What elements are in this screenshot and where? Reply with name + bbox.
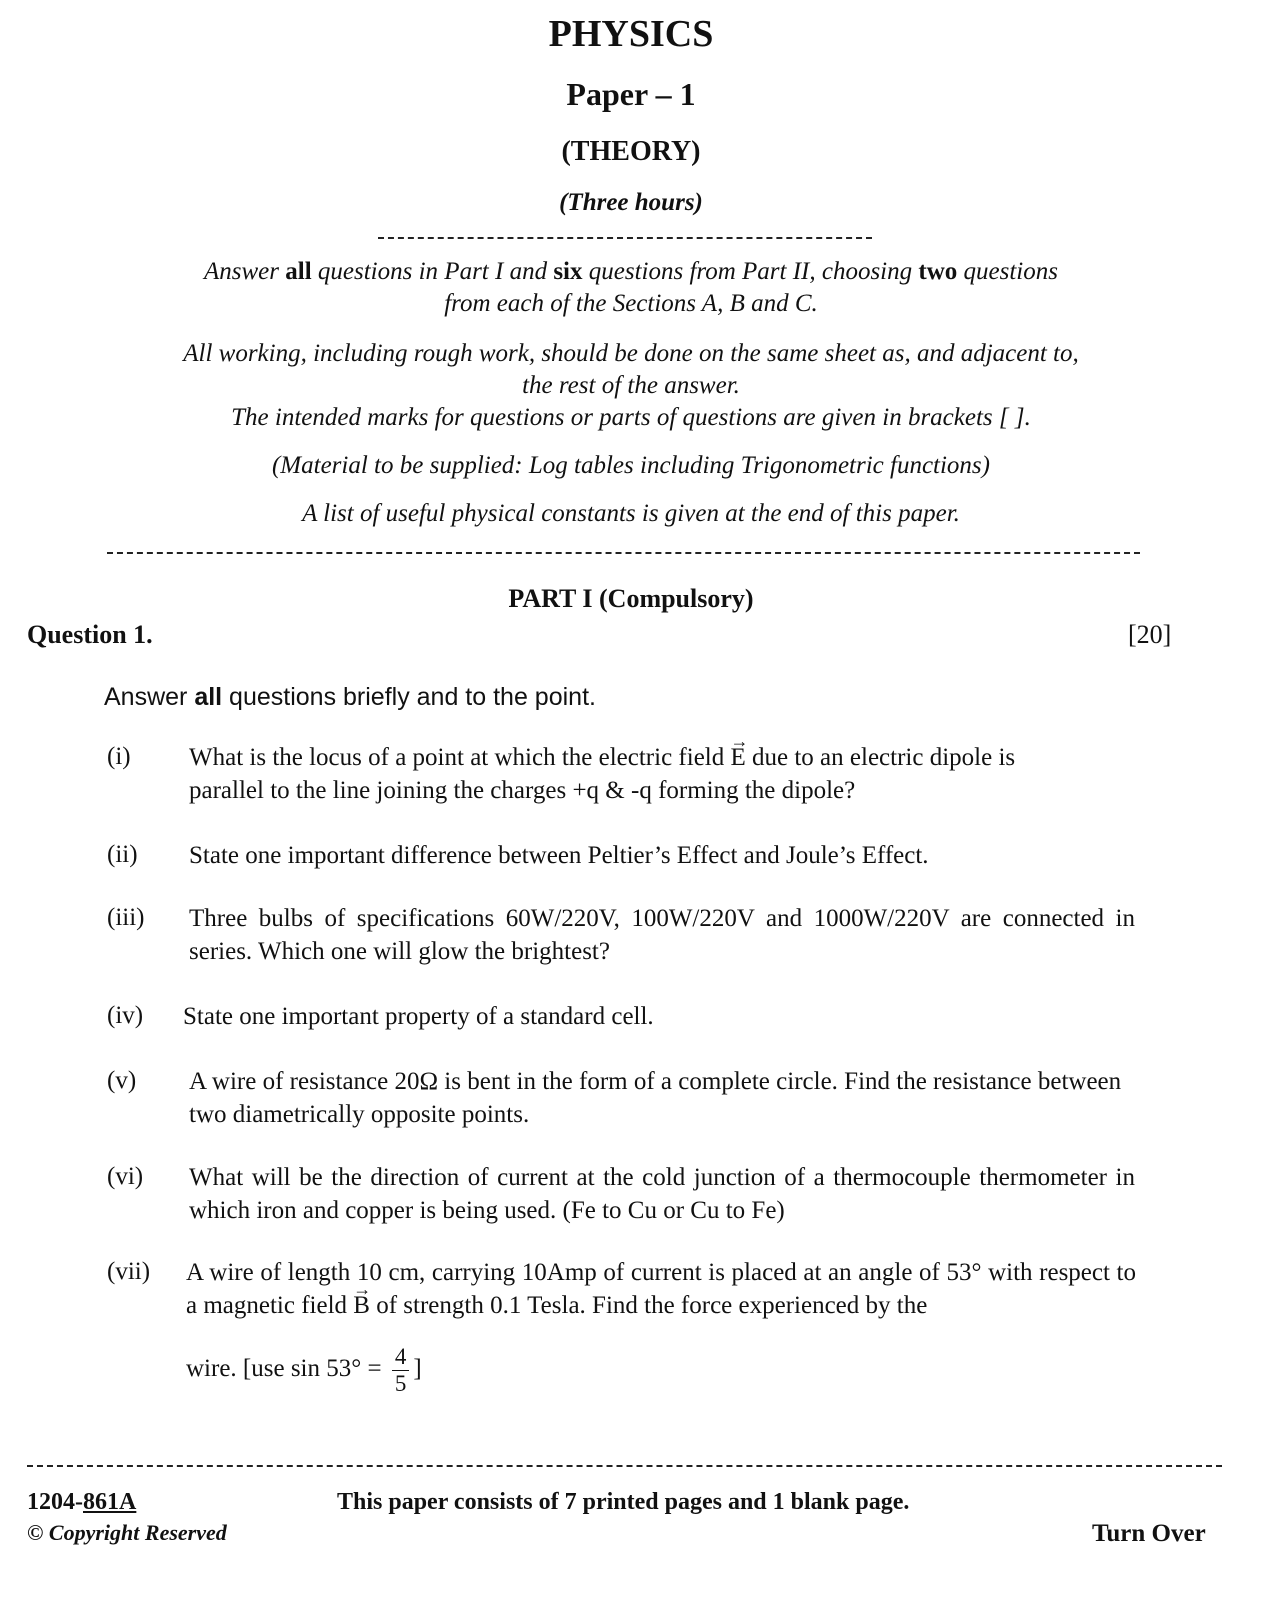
paper-duration: (Three hours) xyxy=(559,189,703,216)
copyright-notice: © Copyright Reserved xyxy=(27,1520,227,1545)
sub-text: A wire of length 10 cm, carrying 10Amp of current is placed at an angle of 53° with respect to a magnetic field xyxy=(186,1259,1136,1319)
fraction-denominator: 5 xyxy=(394,1371,407,1396)
sub-question-text: A wire of resistance 20Ω is bent in the form of a complete circle. Find the resistance between two diametrically opposite points. xyxy=(189,1068,1122,1128)
sub-text: wire. [use sin 53° = xyxy=(186,1355,388,1383)
instr-text: questions from Part II, choosing xyxy=(582,258,919,285)
code-prefix: 1204- xyxy=(27,1489,83,1515)
page-count-note: This paper consists of 7 printed pages and 1 blank page. xyxy=(337,1489,910,1515)
question-marks: [20] xyxy=(1128,620,1172,649)
sub-question-text: Three bulbs of specifications 60W/220V, 100W/220V and 1000W/220V are connected in series. Which one will glow the brightest? xyxy=(189,905,1135,965)
intro-emph: all xyxy=(194,683,223,711)
paper-code xyxy=(27,1489,136,1516)
instr-text: questions xyxy=(957,258,1058,285)
instr-text: Answer xyxy=(204,258,286,285)
turn-over-note: Turn Over xyxy=(1092,1520,1206,1547)
sub-question-number: (iii) xyxy=(107,904,145,931)
sub-question-number: (vi) xyxy=(107,1163,144,1190)
question-label: Question 1. xyxy=(27,620,153,649)
sub-text: ] xyxy=(413,1355,422,1383)
sub-text: What is the locus of a point at which the electric field xyxy=(189,744,731,771)
instr-emph: six xyxy=(553,258,583,285)
intro-text: questions briefly and to the point. xyxy=(222,683,596,711)
paper-type: (THEORY) xyxy=(561,136,701,167)
sub-question-number: (ii) xyxy=(107,841,138,868)
instr-emph: all xyxy=(285,258,312,285)
sub-text: of strength 0.1 Tesla. Find the force experienced by the xyxy=(369,1292,928,1319)
part-heading: PART I (Compulsory) xyxy=(508,584,754,613)
question-intro xyxy=(104,683,596,712)
sub-question-text: State one important property of a standard cell. xyxy=(183,1003,654,1030)
instr-text: questions in Part I and xyxy=(311,258,554,285)
sub-question-text: What will be the direction of current at the cold junction of a thermocouple thermometer in which iron and copper is being used. (Fe to Cu or Cu to Fe) xyxy=(189,1164,1135,1224)
sub-question-text xyxy=(186,1256,1136,1322)
intro-text: Answer xyxy=(104,683,195,711)
sub-question-number: (iv) xyxy=(107,1002,144,1029)
header-divider xyxy=(378,237,872,239)
code-suffix: 861A xyxy=(83,1489,137,1515)
instructions-working xyxy=(0,338,1262,402)
instr-emph: two xyxy=(918,258,958,285)
instr-text: All working, including rough work, should be done on the same sheet as, and adjacent to, xyxy=(183,340,1079,367)
instructions-material: (Material to be supplied: Log tables including Trigonometric functions) xyxy=(271,452,990,479)
sub-text: due to an electric dipole is parallel to the line joining the charges +q & -q forming the dipole? xyxy=(189,744,1016,804)
sub-question-text xyxy=(189,741,1089,807)
instructions-marks: The intended marks for questions or parts of questions are given in brackets [ ]. xyxy=(231,404,1031,431)
instructions-constants: A list of useful physical constants is given at the end of this paper. xyxy=(302,500,960,527)
footer-divider xyxy=(27,1465,1222,1467)
sub-question-number: (v) xyxy=(107,1067,137,1094)
sub-question-text: State one important difference between Peltier’s Effect and Joule’s Effect. xyxy=(189,842,929,869)
vector-symbol: → B xyxy=(353,1289,370,1322)
instructions-answer xyxy=(0,256,1262,320)
paper-subject-title: PHYSICS xyxy=(548,13,714,55)
fraction-numerator: 4 xyxy=(392,1344,410,1371)
instr-text: from each of the Sections A, B and C. xyxy=(444,290,818,317)
instructions-divider xyxy=(107,552,1140,554)
vector-symbol: → E xyxy=(730,741,745,774)
sub-question-number: (i) xyxy=(107,743,131,770)
fraction xyxy=(392,1344,410,1397)
sub-question-number: (vii) xyxy=(107,1258,151,1285)
instr-text: the rest of the answer. xyxy=(522,372,740,399)
paper-number: Paper – 1 xyxy=(566,76,696,112)
sub-question-text-continued xyxy=(186,1344,686,1397)
